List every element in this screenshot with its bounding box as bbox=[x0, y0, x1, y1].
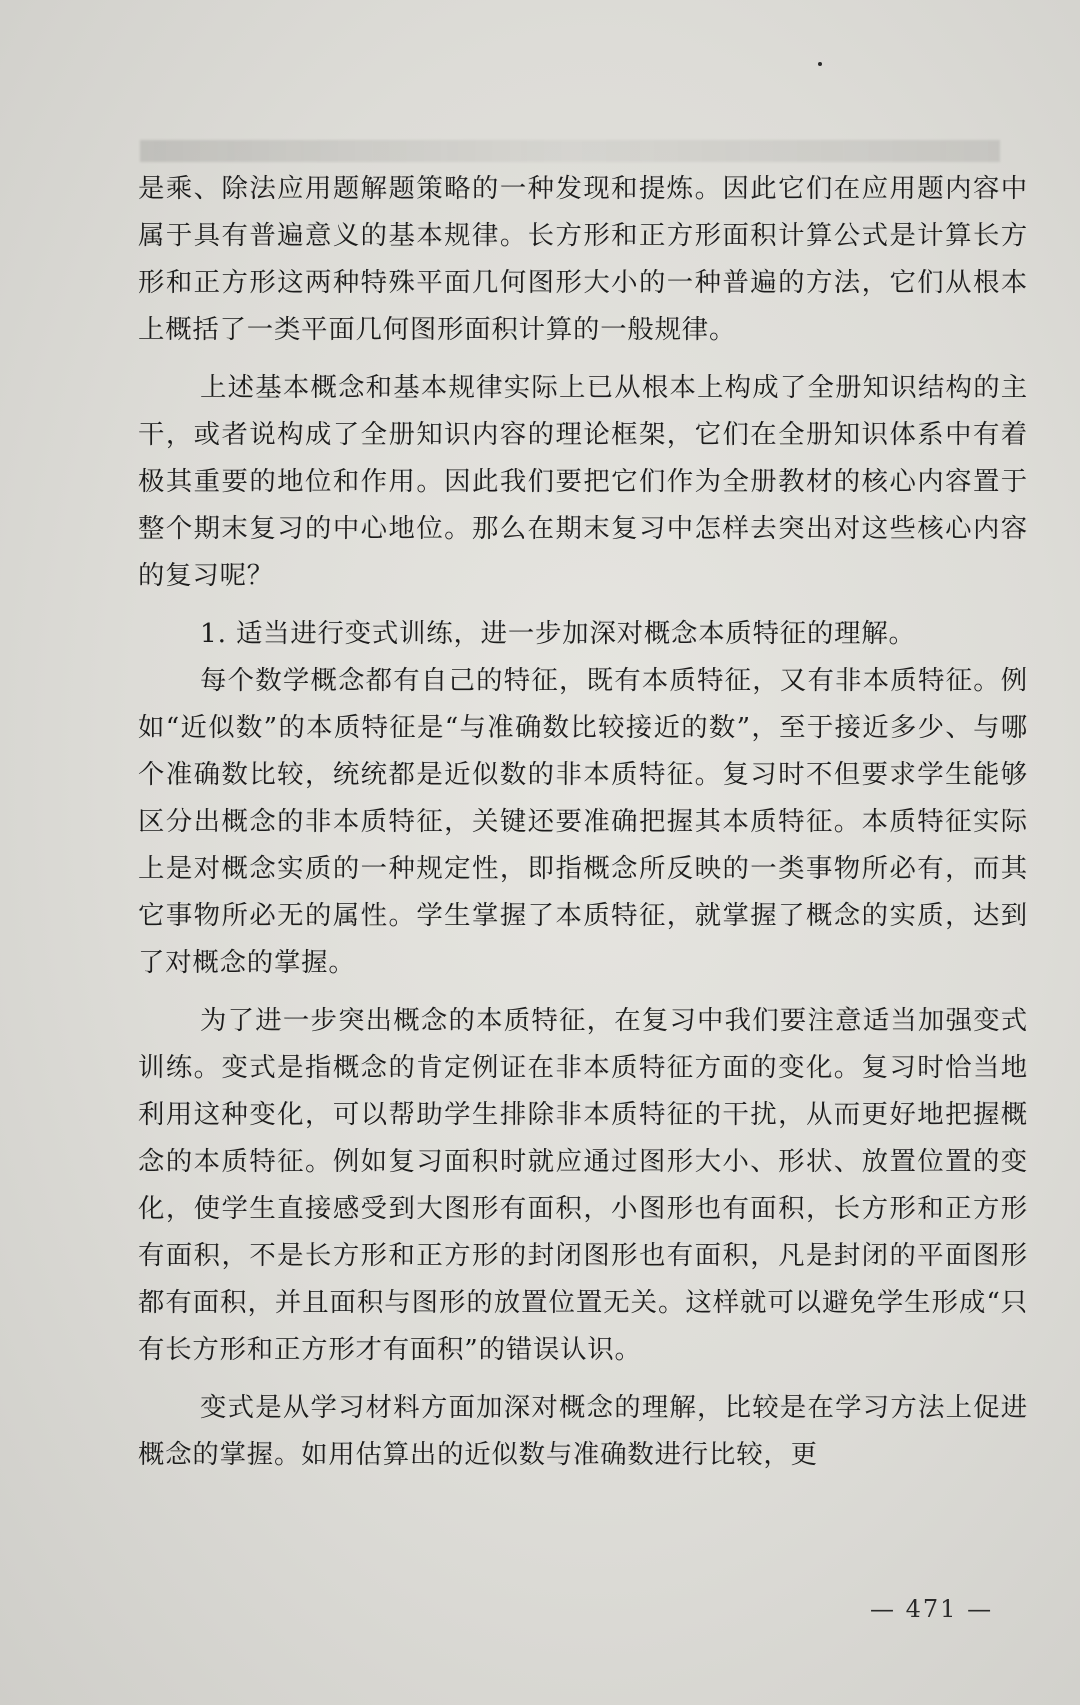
paragraph-5: 变式是从学习材料方面加深对概念的理解，比较是在学习方法上促进概念的掌握。如用估算出的近似数与准确数进行比较，更 bbox=[138, 1392, 1028, 1470]
page-number: — 471 — bbox=[870, 1595, 994, 1623]
paragraph-3: 每个数学概念都有自己的特征，既有本质特征，又有非本质特征。例如“近似数”的本质特征是“与准确数比较接近的数”，至于接近多少、与哪个准确数比较，统统都是近似数的非本质特征。复习时不但要求学生能够区分出概念的非本质特征，关键还要准确把握其本质特征。本质特征实际上是对概念实质的一种规定性，即指概念所反映的一类事物所必有，而其它事物所必无的属性。学生掌握了本质特征，就掌握了概念的实质，达到了对概念的掌握。 bbox=[138, 665, 1028, 978]
page-body bbox=[138, 165, 1028, 1478]
paragraph-1: 是乘、除法应用题解题策略的一种发现和提炼。因此它们在应用题内容中属于具有普遍意义的基本规律。长方形和正方形面积计算公式是计算长方形和正方形这两种特殊平面几何图形大小的一种普遍的方法，它们从根本上概括了一类平面几何图形面积计算的一般规律。 bbox=[138, 173, 1028, 345]
section-heading: 1. 适当进行变式训练，进一步加深对概念本质特征的理解。 bbox=[200, 618, 916, 649]
paragraph-2: 上述基本概念和基本规律实际上已从根本上构成了全册知识结构的主干，或者说构成了全册知识内容的理论框架，它们在全册知识体系中有着极其重要的地位和作用。因此我们要把它们作为全册教材的核心内容置于整个期末复习的中心地位。那么在期末复习中怎样去突出对这些核心内容的复习呢？ bbox=[138, 372, 1028, 591]
paragraph-4: 为了进一步突出概念的本质特征，在复习中我们要注意适当加强变式训练。变式是指概念的肯定例证在非本质特征方面的变化。复习时恰当地利用这种变化，可以帮助学生排除非本质特征的干扰，从而更好地把握概念的本质特征。例如复习面积时就应通过图形大小、形状、放置位置的变化，使学生直接感受到大图形有面积，小图形也有面积，长方形和正方形有面积，不是长方形和正方形的封闭图形也有面积，凡是封闭的平面图形都有面积，并且面积与图形的放置位置无关。这样就可以避免学生形成“只有长方形和正方形才有面积”的错误认识。 bbox=[138, 1005, 1028, 1365]
paper-speck bbox=[818, 62, 822, 66]
bleed-through-text bbox=[140, 140, 1000, 162]
